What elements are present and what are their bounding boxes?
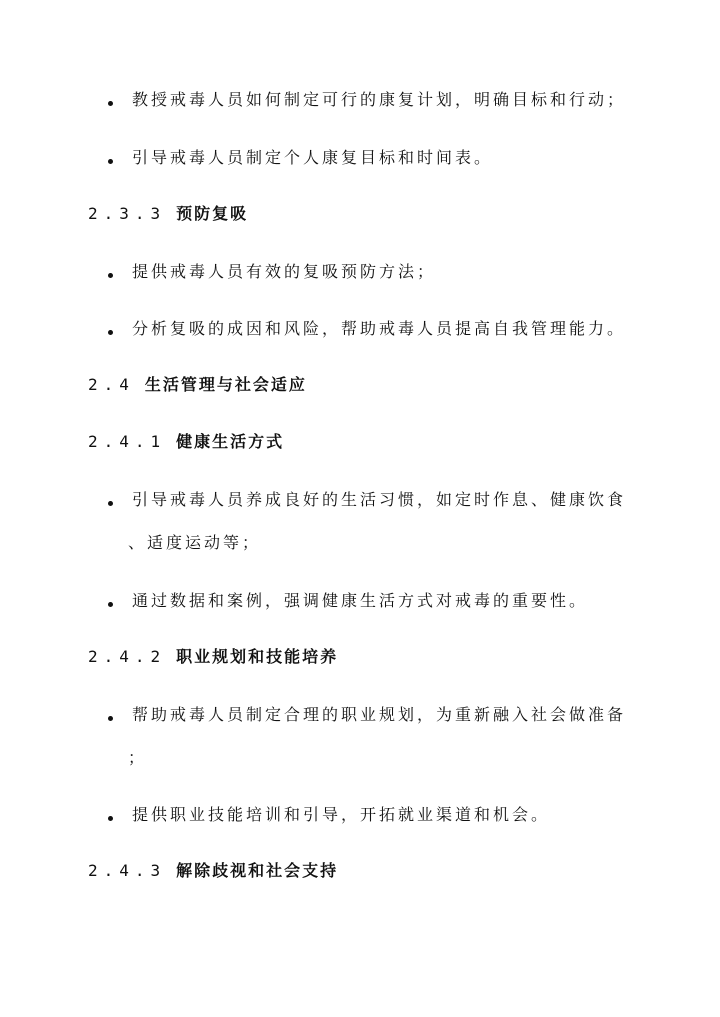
bullet-dot (108, 101, 113, 106)
bullet-dot (108, 602, 113, 607)
section-title: 健康生活方式 (176, 432, 285, 451)
section-heading (88, 647, 338, 667)
section-number: 2.3.3 (88, 204, 167, 223)
section-number: 2.4.1 (88, 432, 167, 451)
bullet-text: 提供戒毒人员有效的复吸预防方法； (132, 262, 437, 281)
bullet-text: 引导戒毒人员制定个人康复目标和时间表。 (132, 148, 494, 167)
bullet-text: 引导戒毒人员养成良好的生活习惯，如定时作息、健康饮食 (132, 490, 627, 509)
bullet-dot (108, 716, 113, 721)
section-heading (88, 204, 248, 224)
section-title: 解除歧视和社会支持 (176, 861, 339, 880)
section-number: 2.4 (88, 375, 135, 394)
bullet-dot (108, 159, 113, 164)
bullet-dot (108, 273, 113, 278)
bullet-text-continuation: ； (128, 748, 148, 767)
bullet-text: 帮助戒毒人员制定合理的职业规划，为重新融入社会做准备 (132, 705, 627, 724)
bullet-text: 教授戒毒人员如何制定可行的康复计划，明确目标和行动； (132, 90, 627, 109)
section-title: 职业规划和技能培养 (176, 647, 339, 666)
bullet-text: 通过数据和案例，强调健康生活方式对戒毒的重要性。 (132, 591, 589, 610)
bullet-text: 提供职业技能培训和引导，开拓就业渠道和机会。 (132, 805, 551, 824)
bullet-dot (108, 816, 113, 821)
section-title: 预防复吸 (176, 204, 249, 223)
section-heading (88, 375, 307, 395)
bullet-text-continuation: 、适度运动等； (128, 533, 262, 552)
bullet-dot (108, 330, 113, 335)
section-heading (88, 432, 284, 452)
bullet-dot (108, 501, 113, 506)
section-number: 2.4.2 (88, 647, 167, 666)
section-title: 生活管理与社会适应 (144, 375, 307, 394)
bullet-text: 分析复吸的成因和风险，帮助戒毒人员提高自我管理能力。 (132, 319, 627, 338)
section-number: 2.4.3 (88, 861, 167, 880)
section-heading (88, 861, 338, 881)
